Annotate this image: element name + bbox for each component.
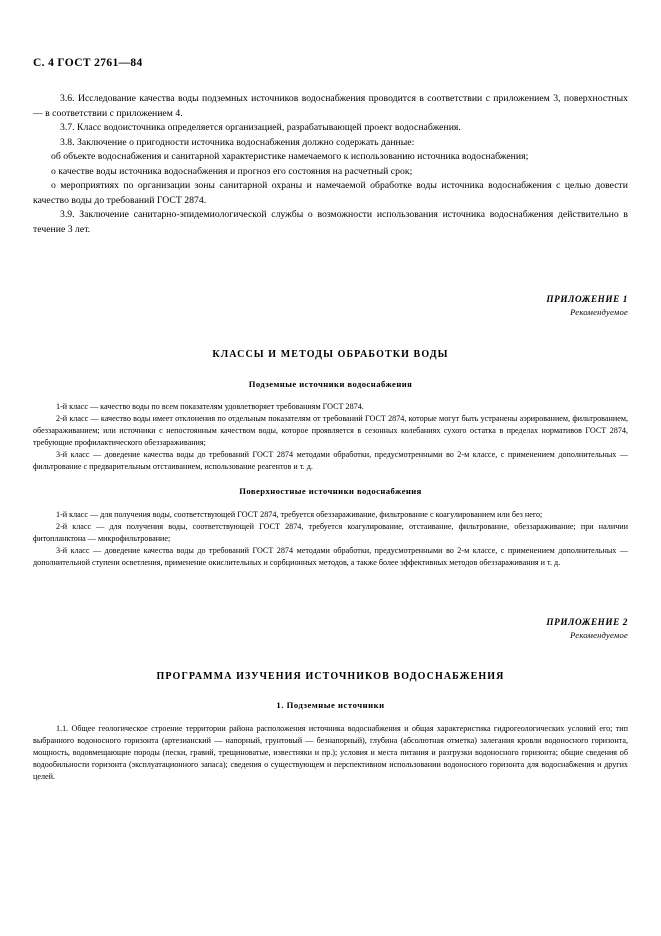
surface-class-2: 2-й класс — для получения воды, соответствующей ГОСТ 2874, требуется коагулирование, отстаивание, фильтрование, обеззараживание; при наличии фитопланктона — микрофильтрование;	[33, 522, 628, 544]
clause-3-8-item-1: об объекте водоснабжения и санитарной характеристике намечаемого к использованию источника водоснабжения;	[51, 151, 529, 163]
underground-class-2: 2-й класс — качество воды имеет отклонения по отдельным показателям от требований ГОСТ 2874, которые могут быть устранены аэрированием, фильтрованием, обеззараживанием; или источники с непостоянным качеством воды, которое проявляется в сезонных колебаниях сухого остатка в пределах нормативов ГОСТ 2874, требующие профилактического обеззараживания;	[33, 414, 628, 448]
appendix-2-marker	[33, 616, 628, 642]
underground-class-3: 3-й класс — доведение качества воды до требований ГОСТ 2874 методами обработки, предусмотренными во 2-м классе, с применением дополнительных — фильтрование с предварительным отстаиванием, использование реагентов и т. д.	[33, 450, 628, 472]
clause-3-6: 3.6. Исследование качества воды подземных источников водоснабжения проводится в соответствии с приложением 3, поверхностных — в соответствии с приложением 4.	[33, 93, 628, 119]
running-head: С. 4 ГОСТ 2761—84	[33, 57, 143, 69]
clause-1-1: 1.1. Общее геологическое строение территории района расположения источника водоснабжения и общая характеристика гидрогеологических условий его; тип выбранного водоносного горизонта (артезианский — напорный, грунтовый — безнапорный), глубина (абсолютная отметка) залегания кровли водоносного горизонта, мощность, водовмещающие породы (пески, гравий, трещиноватые, известняки и пр.); условия и места питания и разгрузки водоносного горизонта; общие сведения об водообильности горизонта (эксплуатационного запаса); сведения о существующем и перспективном использовании водоносного горизонта для водоснабжения и других целей.	[33, 724, 628, 782]
appendix-2-title: ПРИЛОЖЕНИЕ 2	[546, 617, 628, 628]
spacer	[33, 642, 628, 671]
appendix-1-marker	[33, 293, 628, 319]
spacer	[33, 473, 628, 486]
spacer	[33, 389, 628, 401]
surface-sources-heading: Поверхностные источники водоснабжения	[239, 486, 422, 497]
clause-3-8-item-2: о качестве воды источника водоснабжения и прогноз его состояния на расчетный срок;	[51, 165, 413, 177]
appendix-1-subtitle: Рекомендуемое	[570, 307, 628, 318]
spacer	[33, 360, 628, 379]
spacer	[33, 710, 628, 723]
document-body	[33, 92, 628, 783]
underground-sources-heading: Подземные источники водоснабжения	[248, 379, 413, 390]
surface-class-3: 3-й класс — доведение качества воды до требований ГОСТ 2874 методами обработки, предусмотренными во 2-м классе, с применением дополнительных — дополнительной ступени осветления, применение окислительных и сорбционных методов, а также более эффективных методов обеззараживания и т. д.	[33, 546, 628, 568]
surface-class-1: 1-й класс — для получения воды, соответствующей ГОСТ 2874, требуется обеззараживание, фильтрование с коагулированием или без него;	[56, 510, 543, 520]
spacer	[33, 496, 628, 509]
appendix-1-heading: КЛАССЫ И МЕТОДЫ ОБРАБОТКИ ВОДЫ	[212, 349, 449, 361]
spacer	[33, 682, 628, 700]
clause-3-9: 3.9. Заключение санитарно-эпидемиологической службы о возможности использования источника водоснабжения действительно в течение 3 лет.	[33, 209, 628, 235]
section-1-heading: 1. Подземные источники	[276, 700, 385, 711]
spacer	[33, 319, 628, 349]
appendix-1-title: ПРИЛОЖЕНИЕ 1	[546, 294, 628, 305]
clause-3-8-item-3: о мероприятиях по организации зоны санитарной охраны и намечаемой обработке воды источника водоснабжения с целью довести качество воды до требований ГОСТ 2874.	[33, 180, 628, 206]
appendix-2-subtitle: Рекомендуемое	[570, 630, 628, 641]
clause-3-8: 3.8. Заключение о пригодности источника водоснабжения должно содержать данные:	[60, 136, 415, 148]
clause-3-7: 3.7. Класс водоисточника определяется организацией, разрабатывающей проект водоснабжения.	[60, 122, 461, 134]
appendix-2-heading: ПРОГРАММА ИЗУЧЕНИЯ ИСТОЧНИКОВ ВОДОСНАБЖЕНИЯ	[156, 671, 505, 683]
spacer	[33, 569, 628, 616]
underground-class-1: 1-й класс — качество воды по всем показателям удовлетворяет требованиям ГОСТ 2874.	[56, 402, 364, 412]
spacer	[33, 237, 628, 293]
